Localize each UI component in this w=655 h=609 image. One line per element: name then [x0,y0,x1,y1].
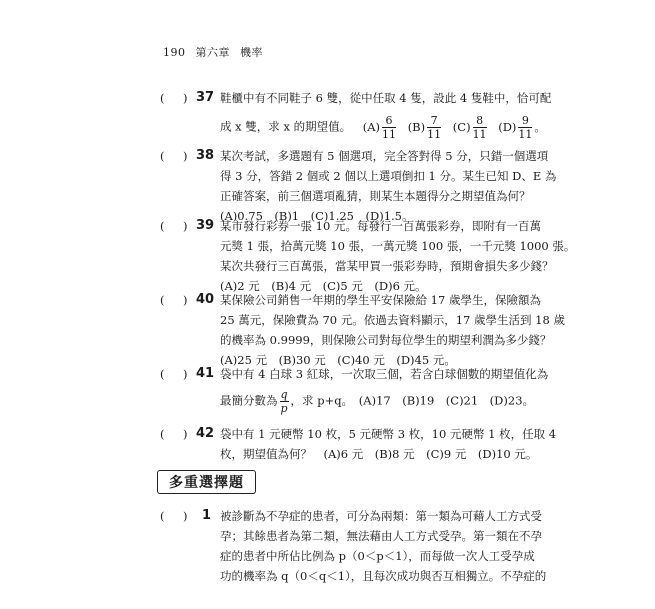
question-text-fragment: 成 x 雙，求 x 的期望值。 [220,119,352,134]
chapter-title: 機率 [240,46,263,59]
fraction: $\frac{8}{11}$ [472,114,487,141]
question-line: 袋中有 4 白球 3 紅球，一次取三個，若含白球個數的期望值化為 [220,367,549,381]
question-number: 38 [196,148,215,163]
question-line: 得 3 分，答錯 2 個或 2 個以上選項倒扣 1 分。某生已知 D、E 為 [220,169,557,183]
question-line: 某保險公司銷售一年期的學生平安保險給 17 歲學生，保險額為 [220,293,541,307]
question-text [220,88,552,141]
question-line: 某市發行彩券一張 10 元。每發行一百萬張彩券，即附有一百萬 [220,219,541,233]
chapter-label: 第六章 [195,46,230,59]
question-text [220,424,557,464]
question-number: 41 [196,366,215,381]
option-d: (D) $\frac{9}{11}$ 。 [498,114,546,141]
question-number: 1 [202,508,212,523]
question-line: 鞋櫃中有不同鞋子 6 雙，從中任取 4 隻，設此 4 隻鞋中，恰可配 [220,91,552,105]
fraction: $\frac{9}{11}$ [518,114,533,141]
option-a: (A) $\frac{6}{11}$ [362,114,397,141]
page-number: 190 [163,46,186,59]
options-line: (A)0.75 (B)1 (C)1.25 (D)1.5。 [220,209,414,223]
question-number: 37 [196,90,215,105]
page-header [163,44,263,60]
question-number: 40 [196,292,215,307]
fraction: $\frac{6}{11}$ [382,114,397,141]
question-text [220,290,565,370]
question-text-fragment: ，求 p+q。 (A)17 (B)19 (C)21 (D)23。 [290,393,535,408]
question-text-fragment: 最簡分數為 [220,393,278,408]
question-line: 25 萬元，保險費為 70 元。依過去資料顯示，17 歲學生活到 18 歲 [220,313,565,327]
question-line: 孕；其餘患者為第二類，無法藉由人工方式受孕。第一類在不孕 [220,529,542,543]
question-text [220,506,547,586]
question-line: 某次共發行三百萬張，當某甲買一張彩券時，預期會損失多少錢？ [220,259,554,273]
option-b: (B) $\frac{7}{11}$ [407,114,442,141]
question-line: 袋中有 1 元硬幣 10 枚，5 元硬幣 3 枚，10 元硬幣 1 枚，任取 4 [220,427,557,441]
question-line: 被診斷為不孕症的患者，可分為兩類：第一類為可藉人工方式受 [220,509,542,523]
fraction: $\frac{7}{11}$ [427,114,442,141]
section-heading: 多重選擇題 [157,470,256,494]
options-line: (A)25 元 (B)30 元 (C)40 元 (D)45 元。 [220,353,456,367]
question-line: 的機率為 0.9999，則保險公司對每位學生的期望利潤為多少錢？ [220,333,552,347]
question-line: 某次考試，多選題有 5 個選項，完全答對得 5 分，只錯一個選項 [220,149,549,163]
question-number: 39 [196,218,215,233]
question-line: 元獎 1 張，拾萬元獎 10 張，一萬元獎 100 張，一千元獎 1000 張。 [220,239,576,253]
question-line: 症的患者中所佔比例為 p（0＜p＜1），而每做一次人工受孕成 [220,549,535,563]
question-number: 42 [196,426,215,441]
question-text [220,216,576,296]
question-line: 正確答案，前三個選項亂猜，則某生本題得分之期望值為何？ [220,189,531,203]
options-line: (A)2 元 (B)4 元 (C)5 元 (D)6 元。 [220,279,427,293]
fraction-q-over-p: $\frac{q}{p}$ [280,388,288,415]
question-line: 功的機率為 q（0＜q＜1），且每次成功與否互相獨立。不孕症的 [220,569,547,583]
question-text [220,364,549,415]
question-line: 枚，期望值為何？ (A)6 元 (B)8 元 (C)9 元 (D)10 元。 [220,447,538,461]
question-line [220,388,535,415]
option-c: (C) $\frac{8}{11}$ [452,114,487,141]
question-line [220,114,546,141]
